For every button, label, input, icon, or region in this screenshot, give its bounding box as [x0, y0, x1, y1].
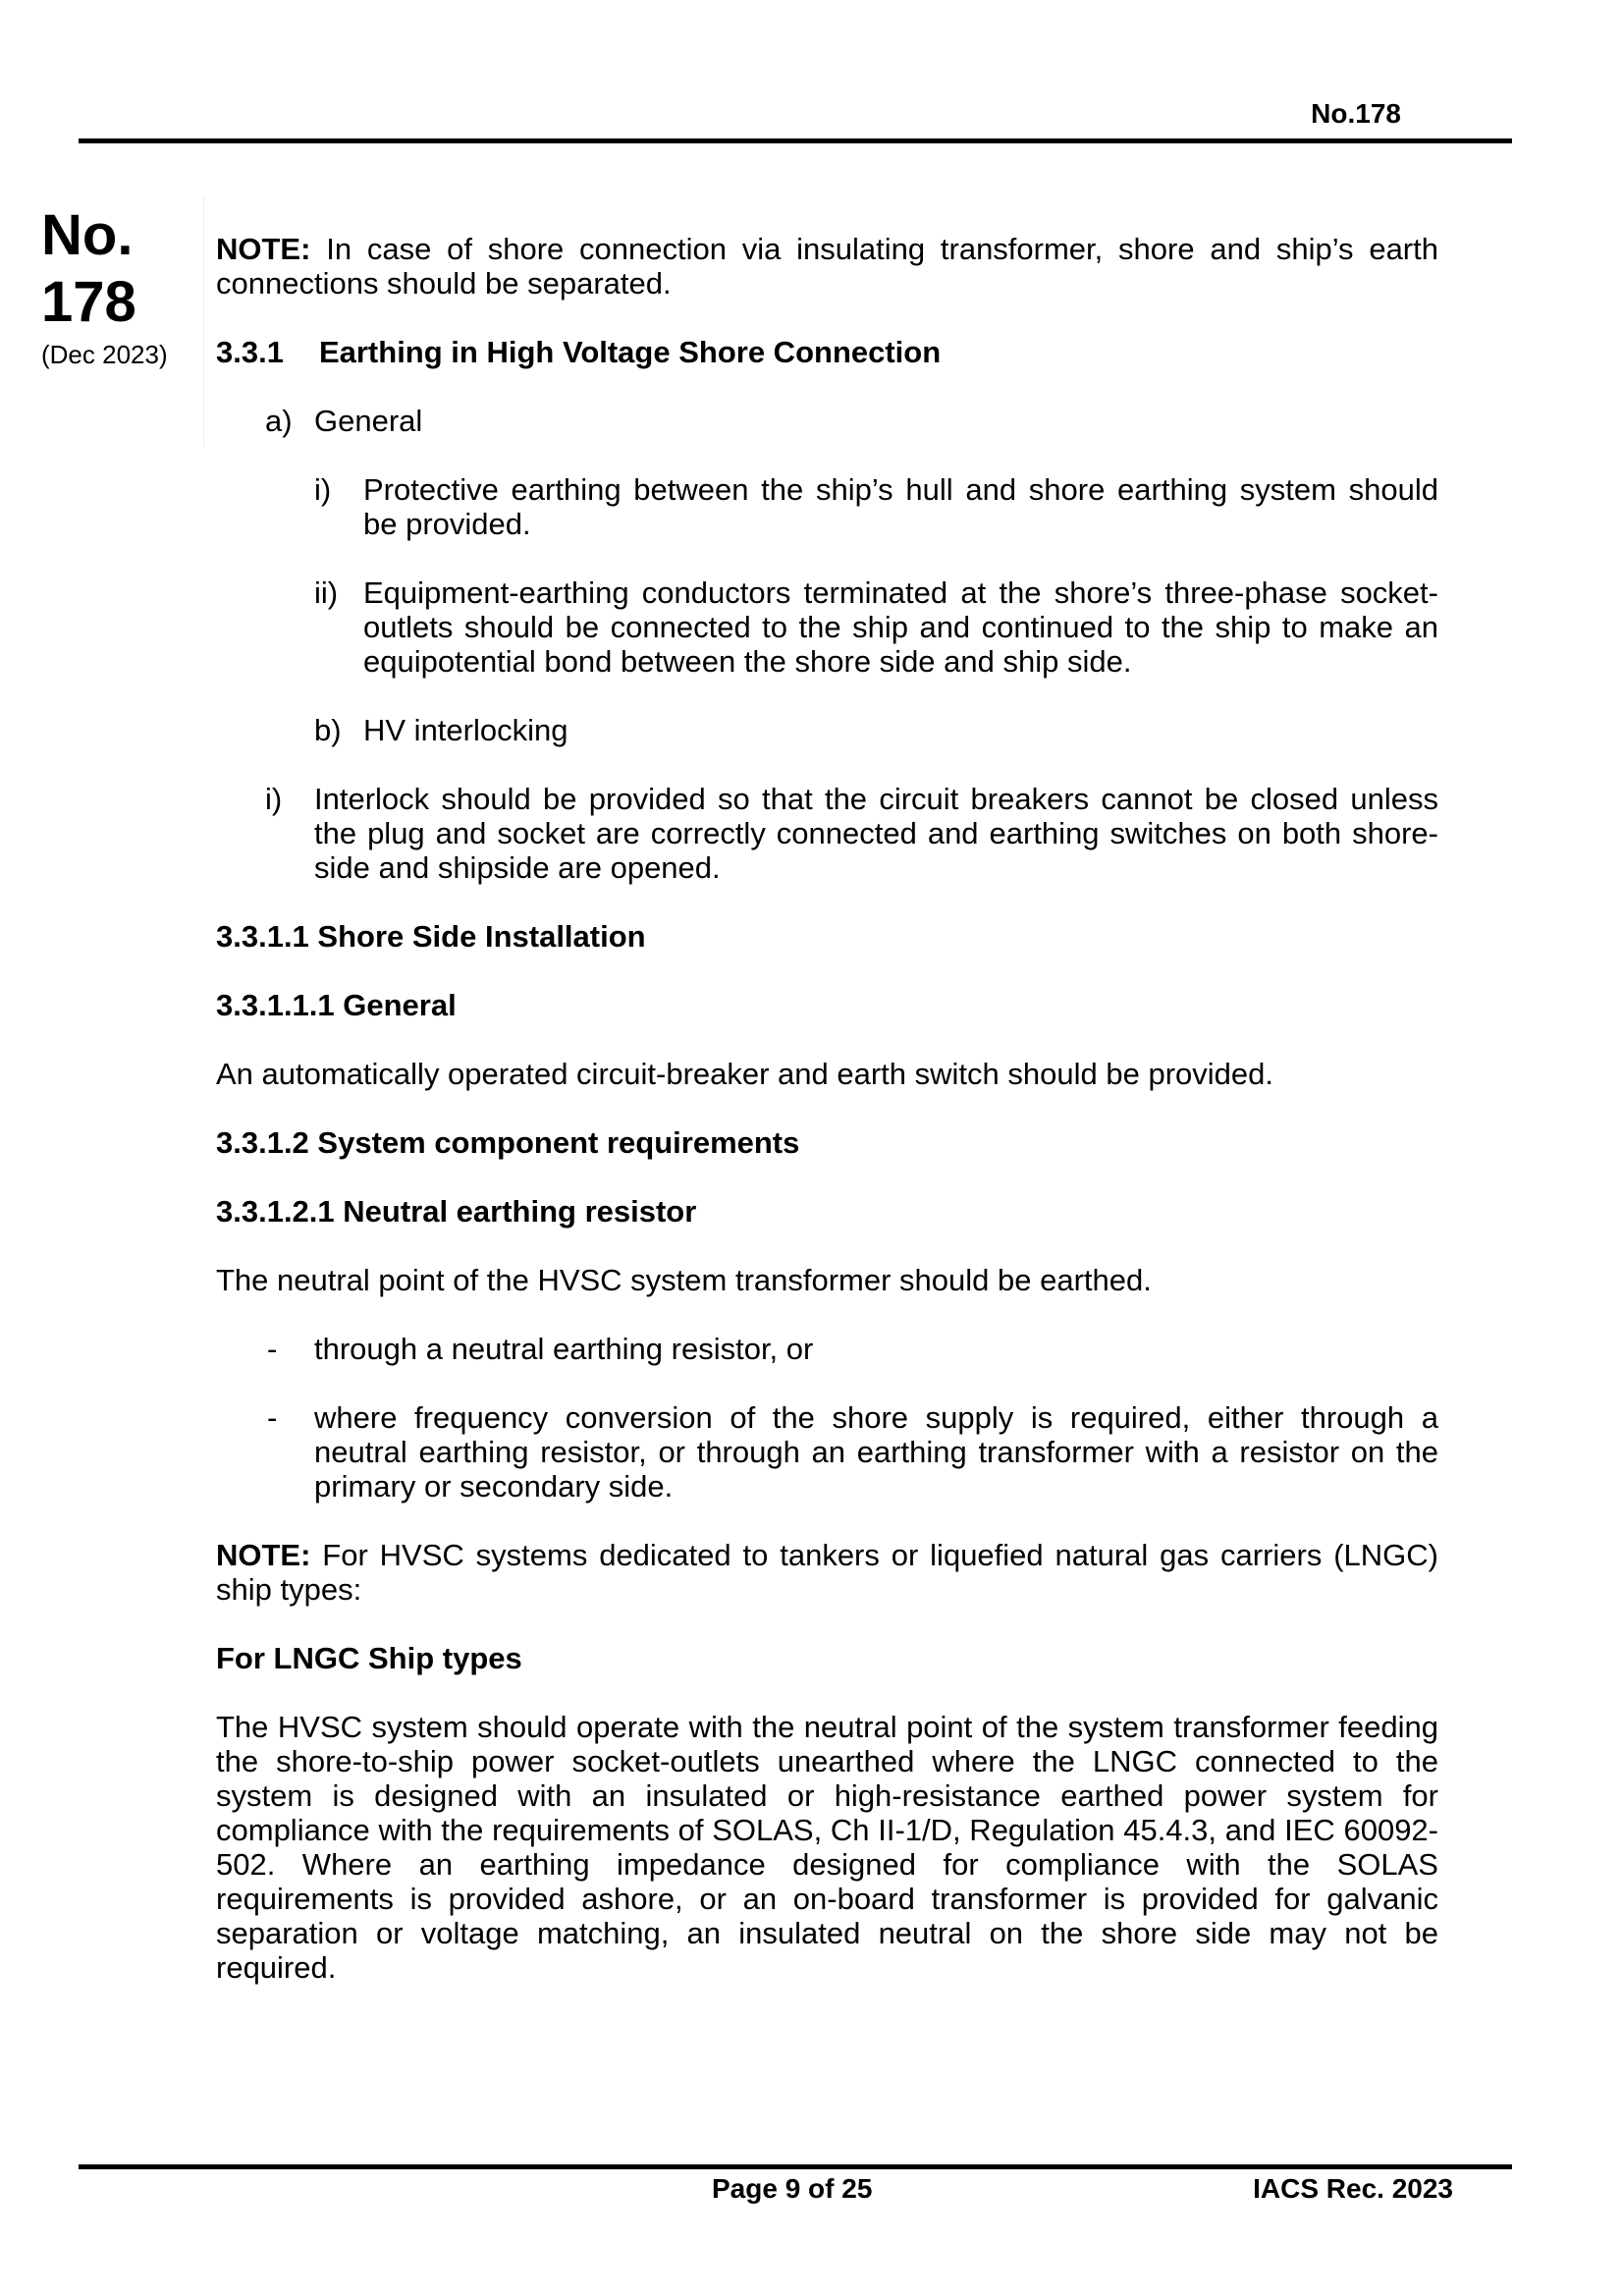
footer-rec: IACS Rec. 2023	[1253, 2173, 1453, 2204]
note-shore-connection	[216, 232, 1438, 301]
section-heading-3-3-1-2-1: 3.3.1.2.1 Neutral earthing resistor	[216, 1194, 697, 1229]
note-label: NOTE:	[216, 232, 311, 266]
list-item-a-i	[216, 472, 1438, 541]
note-text: For HVSC systems dedicated to tankers or liquefied natural gas carriers (LNGC) ship types:	[216, 1538, 1438, 1607]
list-item-text: General	[314, 404, 423, 438]
section-number: 3.3.1	[216, 335, 284, 369]
note-label: NOTE:	[216, 1538, 311, 1572]
section-title: Earthing in High Voltage Shore Connection	[318, 335, 942, 369]
list-item-text: Protective earthing between the ship’s hull and shore earthing system should be provided.	[363, 472, 1438, 541]
lngc-heading: For LNGC Ship types	[216, 1641, 522, 1675]
list-item-a-ii	[216, 575, 1438, 679]
note-hvsc-tankers	[216, 1538, 1438, 1607]
list-marker: i)	[265, 782, 283, 816]
bullet-marker: -	[267, 1332, 278, 1366]
list-marker: a)	[265, 404, 293, 438]
header-doc-number: No.178	[1311, 98, 1401, 129]
paragraph-neutral-point: The neutral point of the HVSC system transformer should be earthed.	[216, 1263, 1152, 1297]
list-item-text: Interlock should be provided so that the circuit breakers cannot be closed unless the plug and socket are correctly connected and earthing switches on both shore-side and shipside are opened.	[314, 782, 1438, 885]
list-item-a	[216, 404, 1438, 438]
list-item-b	[216, 713, 1438, 747]
header-rule	[79, 138, 1512, 143]
list-marker: i)	[314, 472, 332, 507]
list-item-text: Equipment-earthing conductors terminated at the shore’s three-phase socket-outlets should be connected to the ship and continued to the ship to make an equipotential bond between the shore side and ship side.	[363, 575, 1438, 679]
bullet-text: through a neutral earthing resistor, or	[314, 1332, 814, 1366]
bullet-item	[216, 1400, 1438, 1503]
side-no-label: No.	[41, 203, 134, 267]
paragraph-general: An automatically operated circuit-breaker and earth switch should be provided.	[216, 1057, 1273, 1091]
side-number: 178	[41, 270, 136, 334]
section-heading-3-3-1-1: 3.3.1.1 Shore Side Installation	[216, 919, 646, 954]
list-item-text: HV interlocking	[363, 713, 568, 747]
bullet-text: where frequency conversion of the shore supply is required, either through a neutral earthing resistor, or through an earthing transformer with a resistor on the primary or secondary side.	[314, 1400, 1438, 1503]
list-marker: b)	[314, 713, 342, 747]
lngc-paragraph: The HVSC system should operate with the neutral point of the system transformer feeding the shore-to-ship power socket-outlets unearthed where the LNGC connected to the system is designed with an insulated or high-resistance earthed power system for compliance with the requirements of SOLAS, Ch II-1/D, Regulation 45.4.3, and IEC 60092-502. Where an earthing impedance designed for compliance with the SOLAS requirements is provided ashore, or an on-board transformer is provided for galvanic separation or voltage matching, an insulated neutral on the shore side may not be required.	[216, 1710, 1438, 1985]
bullet-item	[216, 1332, 1438, 1366]
list-item-b-i	[216, 782, 1438, 885]
section-heading-3-3-1-2: 3.3.1.2 System component requirements	[216, 1125, 800, 1160]
section-heading-3-3-1	[216, 335, 1438, 369]
bullet-marker: -	[267, 1400, 278, 1435]
footer-page-number: Page 9 of 25	[712, 2173, 873, 2204]
footer-rule	[79, 2164, 1512, 2169]
document-body	[216, 232, 1438, 1985]
section-heading-3-3-1-1-1: 3.3.1.1.1 General	[216, 988, 457, 1022]
list-marker: ii)	[314, 575, 339, 610]
side-date: (Dec 2023)	[41, 340, 168, 369]
note-text: In case of shore connection via insulating transformer, shore and ship’s earth connections should be separated.	[216, 232, 1438, 301]
